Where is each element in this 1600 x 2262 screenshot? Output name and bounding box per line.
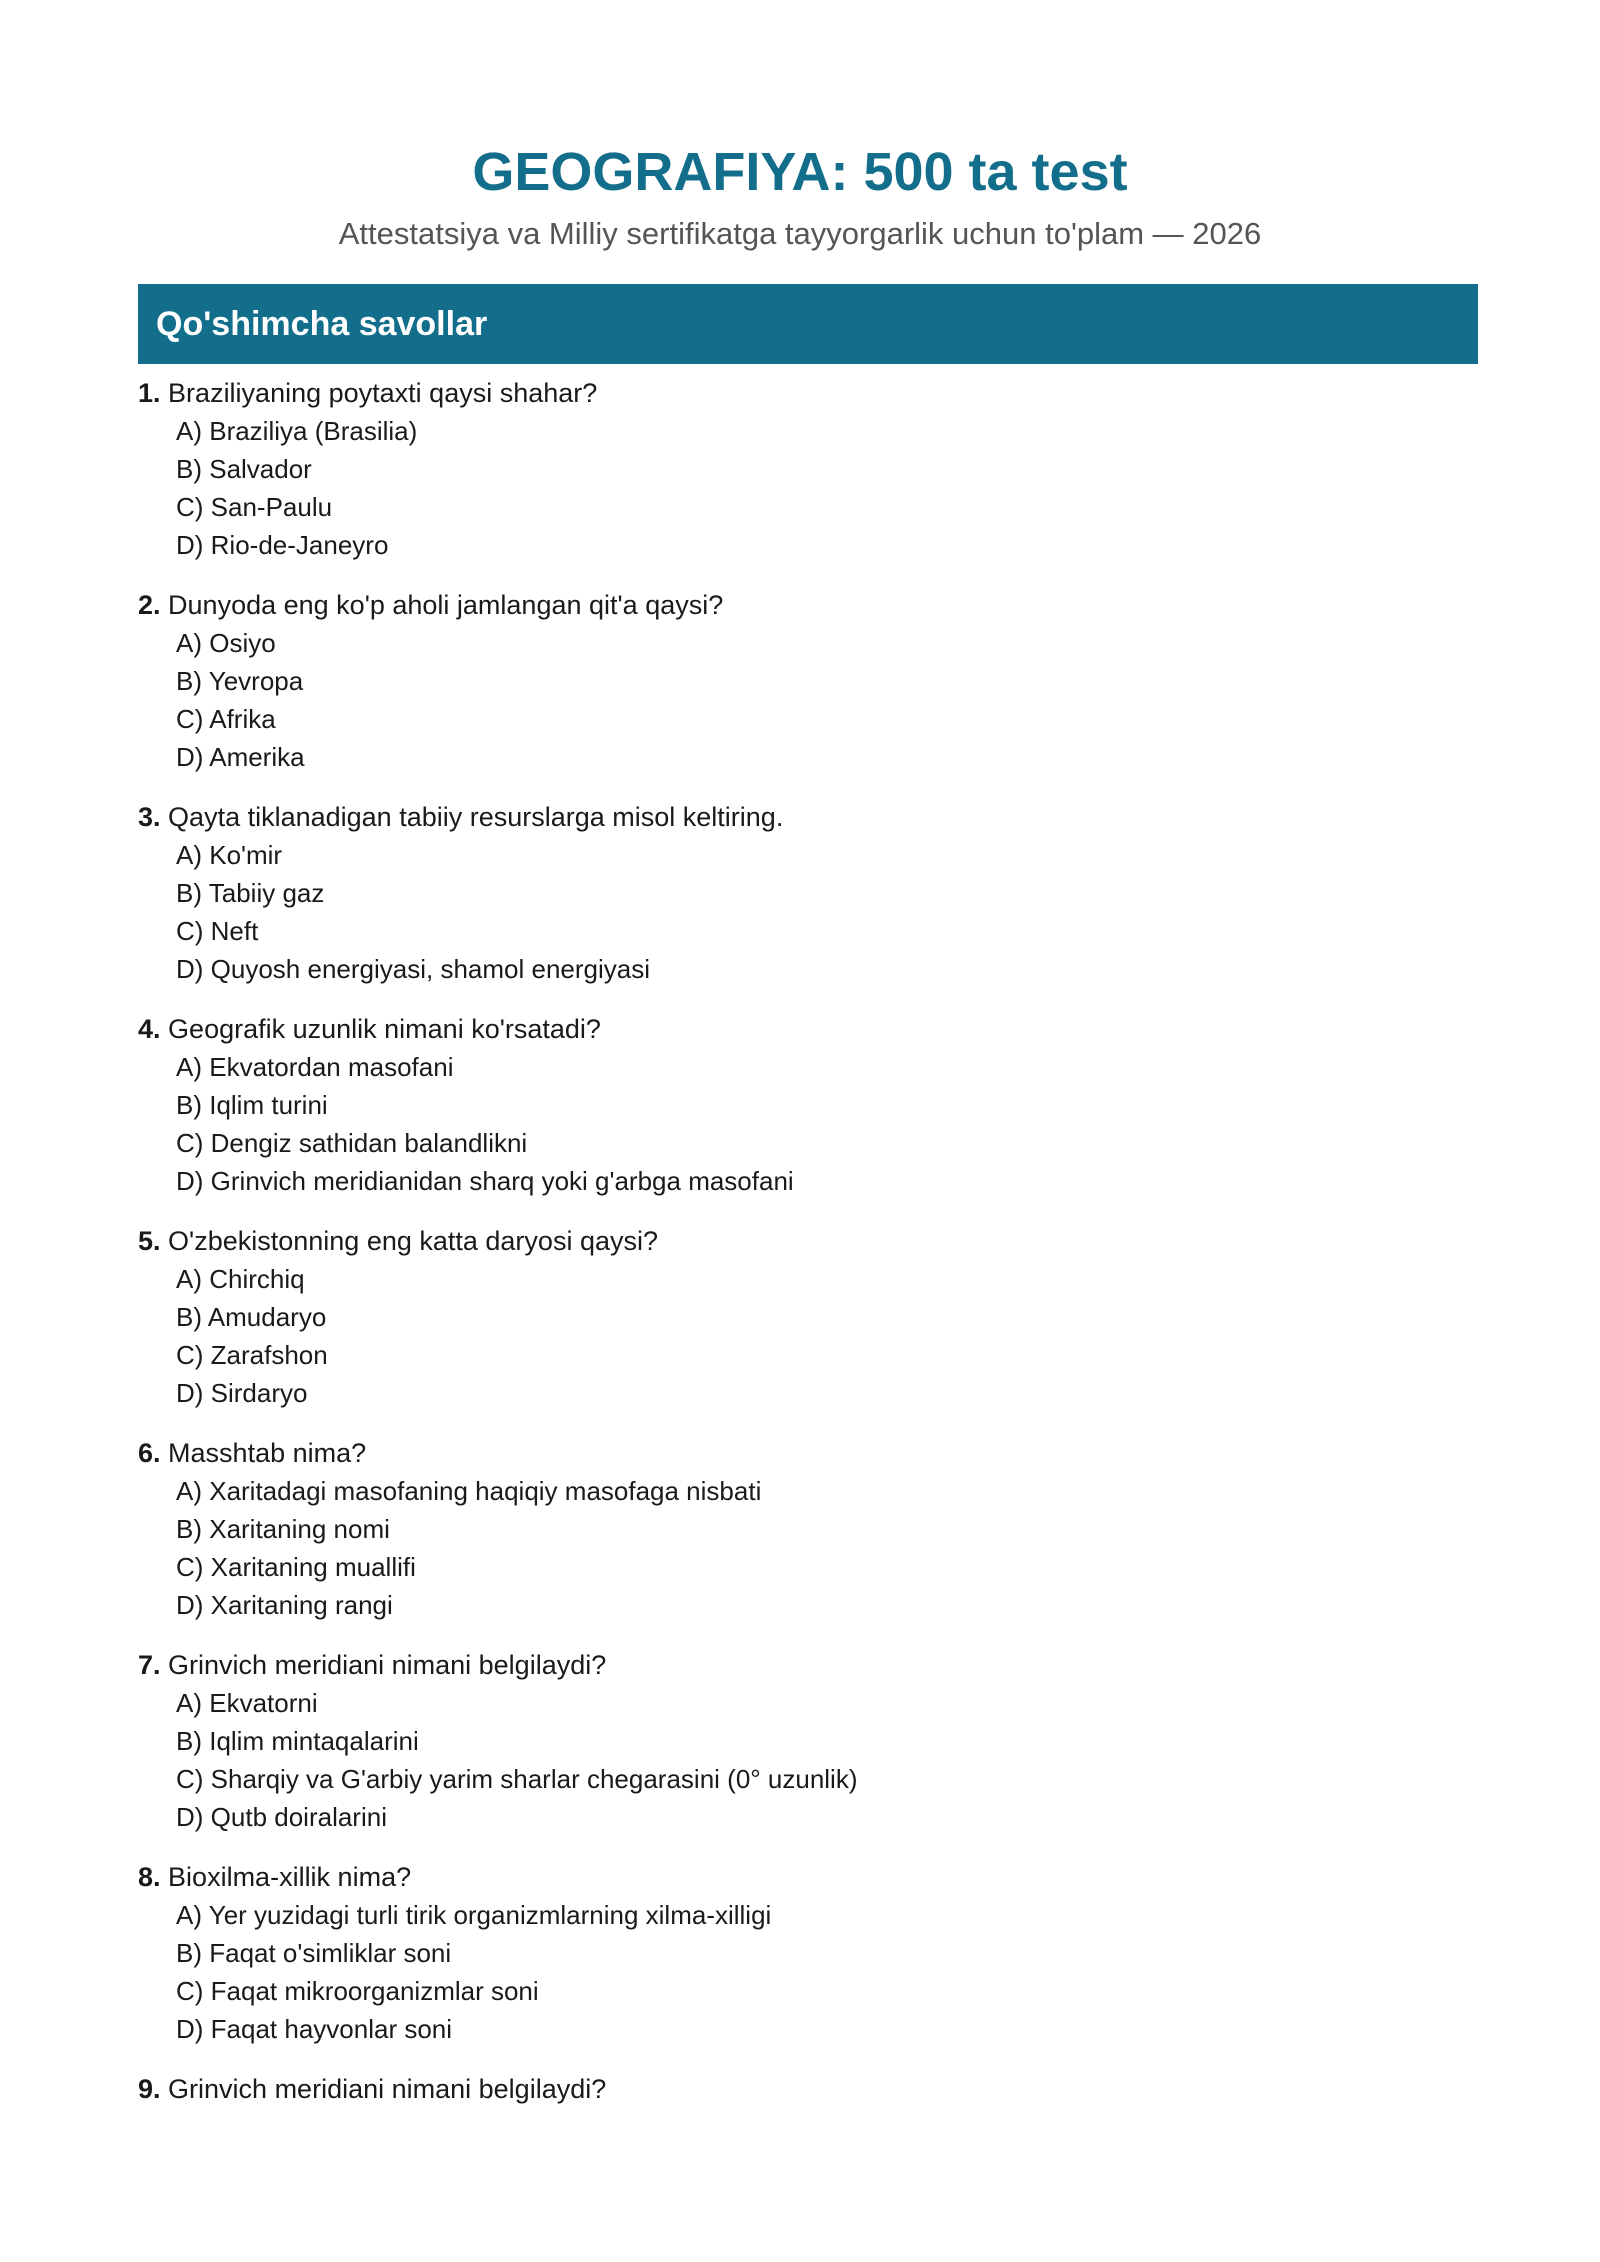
- question-label: Masshtab nima?: [168, 1438, 367, 1468]
- answer-option: D) Qutb doiralarini: [176, 1802, 387, 1832]
- answer-option: D) Amerika: [176, 742, 305, 772]
- question-label: Geografik uzunlik nimani ko'rsatadi?: [168, 1014, 601, 1044]
- question-item: [138, 798, 1478, 988]
- document-title: GEOGRAFIYA: 500 ta test: [472, 142, 1128, 202]
- answer-option: A) Braziliya (Brasilia): [176, 416, 418, 446]
- question-number: 5.: [138, 1226, 161, 1256]
- question-text: [138, 1222, 1478, 1260]
- question-number: 1.: [138, 378, 161, 408]
- question-text: [138, 1646, 1478, 1684]
- question-text: [138, 798, 1478, 836]
- answer-option: A) Ko'mir: [176, 840, 283, 870]
- answer-option: C) Neft: [176, 916, 259, 946]
- answer-option: B) Amudaryo: [176, 1302, 327, 1332]
- question-number: 7.: [138, 1650, 161, 1680]
- question-number: 4.: [138, 1014, 161, 1044]
- answer-option: D) Xaritaning rangi: [176, 1590, 393, 1620]
- answer-option: D) Faqat hayvonlar soni: [176, 2014, 453, 2044]
- answer-options: [138, 836, 1478, 988]
- question-text: [138, 2070, 1478, 2108]
- question-number: 2.: [138, 590, 161, 620]
- question-item: [138, 586, 1478, 776]
- answer-option: B) Iqlim turini: [176, 1090, 328, 1120]
- question-item: [138, 374, 1478, 564]
- answer-option: C) San-Paulu: [176, 492, 333, 522]
- answer-option: D) Sirdaryo: [176, 1378, 308, 1408]
- question-list: [138, 374, 1478, 2130]
- question-item: [138, 1858, 1478, 2048]
- question-text: [138, 1010, 1478, 1048]
- answer-option: B) Xaritaning nomi: [176, 1514, 390, 1544]
- question-label: Grinvich meridiani nimani belgilaydi?: [168, 1650, 607, 1680]
- section-header: [138, 284, 1478, 364]
- answer-options: [138, 624, 1478, 776]
- question-number: 9.: [138, 2074, 161, 2104]
- answer-options: [138, 1048, 1478, 1200]
- answer-option: C) Sharqiy va G'arbiy yarim sharlar chegarasini (0° uzunlik): [176, 1764, 858, 1794]
- question-text: [138, 1858, 1478, 1896]
- answer-option: B) Tabiiy gaz: [176, 878, 325, 908]
- answer-options: [138, 1684, 1478, 1836]
- answer-option: C) Zarafshon: [176, 1340, 328, 1370]
- question-number: 6.: [138, 1438, 161, 1468]
- answer-option: B) Salvador: [176, 454, 312, 484]
- answer-option: C) Faqat mikroorganizmlar soni: [176, 1976, 539, 2006]
- question-item: [138, 1222, 1478, 1412]
- question-item: [138, 2070, 1478, 2108]
- question-label: Grinvich meridiani nimani belgilaydi?: [168, 2074, 607, 2104]
- answer-option: B) Iqlim mintaqalarini: [176, 1726, 419, 1756]
- answer-options: [138, 412, 1478, 564]
- answer-options: [138, 1472, 1478, 1624]
- answer-option: A) Yer yuzidagi turli tirik organizmlarning xilma-xilligi: [176, 1900, 772, 1930]
- question-label: Braziliyaning poytaxti qaysi shahar?: [168, 378, 598, 408]
- question-item: [138, 1646, 1478, 1836]
- document-subtitle: Attestatsiya va Milliy sertifikatga tayyorgarlik uchun to'plam — 2026: [338, 216, 1262, 251]
- answer-option: A) Ekvatordan masofani: [176, 1052, 454, 1082]
- answer-option: B) Faqat o'simliklar soni: [176, 1938, 452, 1968]
- answer-option: A) Xaritadagi masofaning haqiqiy masofaga nisbati: [176, 1476, 762, 1506]
- answer-option: C) Afrika: [176, 704, 276, 734]
- answer-option: B) Yevropa: [176, 666, 304, 696]
- answer-option: D) Quyosh energiyasi, shamol energiyasi: [176, 954, 650, 984]
- question-text: [138, 586, 1478, 624]
- question-label: Dunyoda eng ko'p aholi jamlangan qit'a qaysi?: [168, 590, 724, 620]
- answer-option: C) Dengiz sathidan balandlikni: [176, 1128, 528, 1158]
- question-number: 8.: [138, 1862, 161, 1892]
- answer-option: A) Ekvatorni: [176, 1688, 318, 1718]
- answer-option: D) Rio-de-Janeyro: [176, 530, 389, 560]
- question-item: [138, 1434, 1478, 1624]
- question-label: Qayta tiklanadigan tabiiy resurslarga misol keltiring.: [168, 802, 784, 832]
- question-text: [138, 1434, 1478, 1472]
- answer-options: [138, 1896, 1478, 2048]
- answer-option: A) Osiyo: [176, 628, 276, 658]
- answer-option: C) Xaritaning muallifi: [176, 1552, 416, 1582]
- question-label: O'zbekistonning eng katta daryosi qaysi?: [168, 1226, 658, 1256]
- question-item: [138, 1010, 1478, 1200]
- section-title: Qo'shimcha savollar: [156, 305, 488, 343]
- answer-options: [138, 1260, 1478, 1412]
- question-text: [138, 374, 1478, 412]
- question-label: Bioxilma-xillik nima?: [168, 1862, 412, 1892]
- question-number: 3.: [138, 802, 161, 832]
- answer-option: D) Grinvich meridianidan sharq yoki g'arbga masofani: [176, 1166, 794, 1196]
- answer-option: A) Chirchiq: [176, 1264, 305, 1294]
